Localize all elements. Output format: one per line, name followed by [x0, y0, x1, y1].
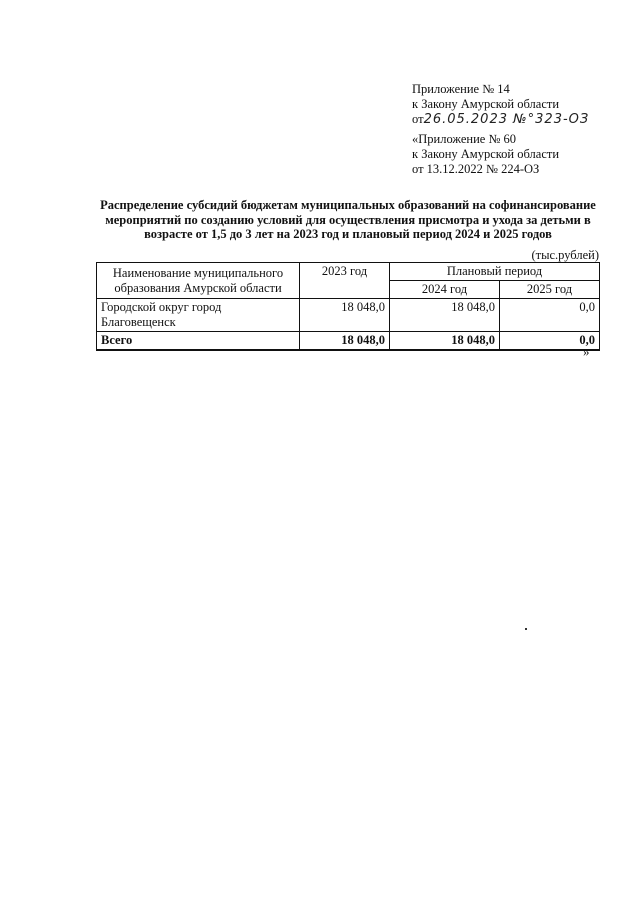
previous-appendix-law-ref: к Закону Амурской области [412, 147, 560, 161]
total-row [97, 332, 600, 351]
appendix-law-ref: к Закону Амурской области [412, 97, 560, 111]
handwritten-date-number: 26.05.2023 №°323-ОЗ [423, 112, 590, 127]
total-value-2025: 0,0 [500, 332, 600, 351]
closing-quote: » [583, 344, 590, 359]
total-value-2023: 18 048,0 [300, 332, 390, 351]
scan-speck [525, 628, 527, 630]
header-2024: 2024 год [390, 281, 500, 299]
row-value-2023: 18 048,0 [300, 299, 390, 332]
total-label: Всего [97, 332, 300, 351]
previous-appendix-date: от 13.12.2022 № 224-ОЗ [412, 162, 540, 176]
row-municipality-name: Городской округ город Благовещенск [97, 299, 300, 332]
row-value-2025: 0,0 [500, 299, 600, 332]
appendix-date-line [412, 112, 589, 127]
previous-appendix-block [412, 132, 559, 177]
header-2025: 2025 год [500, 281, 600, 299]
previous-appendix-number: «Приложение № 60 [412, 132, 517, 146]
header-plan-period: Плановый период [390, 263, 600, 281]
total-value-2024: 18 048,0 [390, 332, 500, 351]
units-label: (тыс.рублей) [531, 248, 599, 262]
subsidy-table [96, 262, 600, 351]
header-municipality: Наименование муниципального образования Амурской области [97, 263, 300, 299]
appendix-block [412, 82, 589, 127]
table-row [97, 299, 600, 332]
row-value-2024: 18 048,0 [390, 299, 500, 332]
document-title: Распределение субсидий бюджетам муниципальных образований на софинансирование мероприятий по созданию условий для осуществления присмотра и ухода за детьми в возрасте от 1,5 до 3 лет на 2023 год и плановый период 2024 и 2025 годов [100, 198, 596, 241]
header-2023: 2023 год [300, 263, 390, 299]
appendix-number: Приложение № 14 [412, 82, 510, 96]
appendix-date-prefix: от [412, 112, 424, 126]
